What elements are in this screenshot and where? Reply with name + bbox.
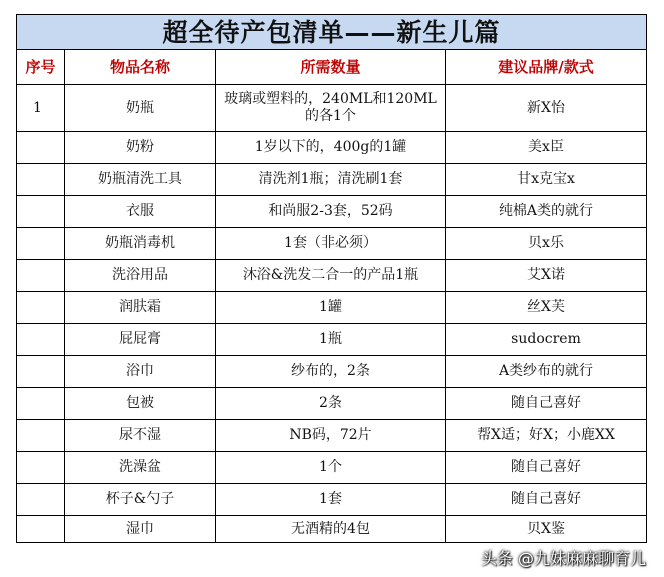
header-brand: 建议品牌/款式 — [446, 50, 647, 85]
checklist-table — [16, 14, 647, 543]
cell-brand: 随自己喜好 — [446, 452, 647, 484]
cell-quantity: 2条 — [216, 388, 446, 420]
sheet-title: 超全待产包清单——新生儿篇 — [17, 15, 647, 50]
source-watermark: 头条 @九妹麻麻聊育儿 — [480, 549, 646, 568]
cell-brand: 随自己喜好 — [446, 484, 647, 516]
cell-item: 尿不湿 — [65, 420, 216, 452]
cell-item: 包被 — [65, 388, 216, 420]
header-no: 序号 — [17, 50, 65, 85]
header-row — [17, 50, 647, 85]
cell-item: 奶瓶清洗工具 — [65, 164, 216, 196]
cell-no — [17, 164, 65, 196]
cell-quantity: 纱布的，2条 — [216, 356, 446, 388]
cell-no — [17, 292, 65, 324]
cell-no — [17, 516, 65, 543]
cell-brand: 美x臣 — [446, 132, 647, 164]
table-row — [17, 420, 647, 452]
cell-quantity: 1岁以下的，400g的1罐 — [216, 132, 446, 164]
cell-no: 1 — [17, 85, 65, 132]
cell-item: 润肤霜 — [65, 292, 216, 324]
cell-quantity: 1套（非必须） — [216, 228, 446, 260]
table-row — [17, 388, 647, 420]
table-row — [17, 228, 647, 260]
cell-quantity: 1罐 — [216, 292, 446, 324]
table-row — [17, 132, 647, 164]
cell-quantity: 1套 — [216, 484, 446, 516]
cell-no — [17, 452, 65, 484]
cell-quantity: 1瓶 — [216, 324, 446, 356]
cell-item: 湿巾 — [65, 516, 216, 543]
cell-item: 衣服 — [65, 196, 216, 228]
cell-item: 浴巾 — [65, 356, 216, 388]
cell-brand: 甘x克宝x — [446, 164, 647, 196]
table-row — [17, 260, 647, 292]
cell-no — [17, 324, 65, 356]
cell-brand: 新X怡 — [446, 85, 647, 132]
cell-item: 屁屁膏 — [65, 324, 216, 356]
cell-no — [17, 420, 65, 452]
cell-brand: 随自己喜好 — [446, 388, 647, 420]
table-row — [17, 452, 647, 484]
cell-no — [17, 228, 65, 260]
table-row — [17, 196, 647, 228]
table-row — [17, 324, 647, 356]
table-row — [17, 85, 647, 132]
cell-item: 洗澡盆 — [65, 452, 216, 484]
table-row — [17, 484, 647, 516]
cell-no — [17, 260, 65, 292]
cell-item: 奶瓶消毒机 — [65, 228, 216, 260]
cell-item: 杯子&勺子 — [65, 484, 216, 516]
header-quantity: 所需数量 — [216, 50, 446, 85]
checklist-sheet — [16, 14, 646, 543]
cell-item: 奶粉 — [65, 132, 216, 164]
cell-brand: 贝X鉴 — [446, 516, 647, 543]
header-item: 物品名称 — [65, 50, 216, 85]
cell-quantity: 沐浴&洗发二合一的产品1瓶 — [216, 260, 446, 292]
cell-no — [17, 196, 65, 228]
cell-quantity: 和尚服2-3套，52码 — [216, 196, 446, 228]
cell-quantity: 玻璃或塑料的，240ML和120ML的各1个 — [216, 85, 446, 132]
cell-quantity: 无酒精的4包 — [216, 516, 446, 543]
cell-item: 洗浴用品 — [65, 260, 216, 292]
cell-no — [17, 388, 65, 420]
cell-quantity: 1个 — [216, 452, 446, 484]
cell-no — [17, 484, 65, 516]
table-row — [17, 164, 647, 196]
cell-brand: 艾X诺 — [446, 260, 647, 292]
cell-brand: sudocrem — [446, 324, 647, 356]
table-row — [17, 292, 647, 324]
table-row — [17, 516, 647, 543]
cell-quantity: NB码，72片 — [216, 420, 446, 452]
cell-no — [17, 356, 65, 388]
cell-item: 奶瓶 — [65, 85, 216, 132]
cell-brand: 纯棉A类的就行 — [446, 196, 647, 228]
cell-brand: 丝X芙 — [446, 292, 647, 324]
cell-no — [17, 132, 65, 164]
cell-quantity: 清洗剂1瓶；清洗刷1套 — [216, 164, 446, 196]
cell-brand: 帮X适；好X；小鹿XX — [446, 420, 647, 452]
cell-brand: A类纱布的就行 — [446, 356, 647, 388]
title-row — [17, 15, 647, 50]
cell-brand: 贝x乐 — [446, 228, 647, 260]
table-row — [17, 356, 647, 388]
